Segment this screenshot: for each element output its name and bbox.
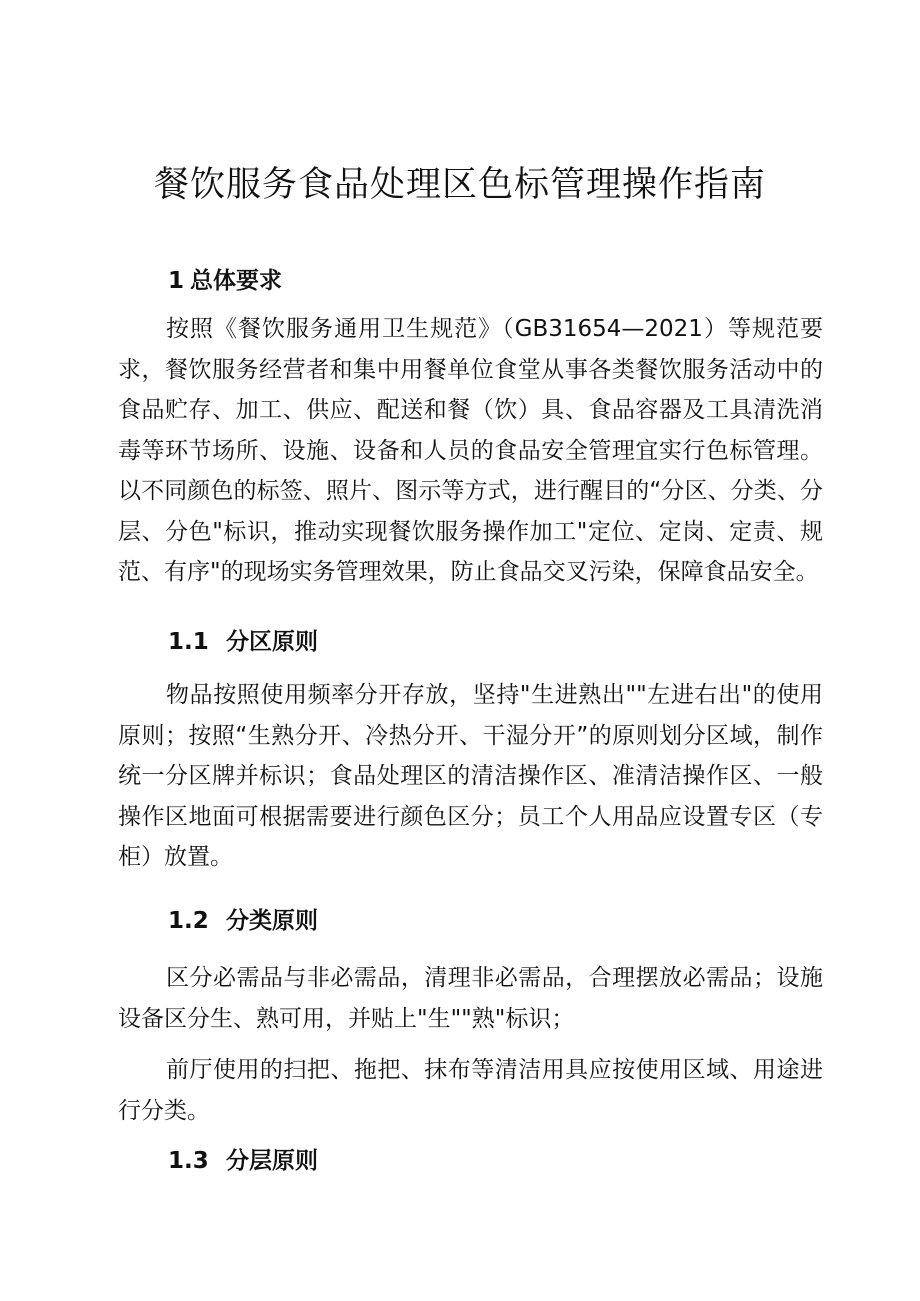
- section-1-3-number: 1.3: [168, 1148, 209, 1174]
- section-1-2-title: 分类原则: [226, 908, 318, 934]
- section-1-3-title: 分层原则: [226, 1148, 318, 1174]
- section-1-paragraph: 按照《餐饮服务通用卫生规范》（GB31654—2021）等规范要求，餐饮服务经营者和集中用餐单位食堂从事各类餐饮服务活动中的食品贮存、加工、供应、配送和餐（饮）具、食品容器及工具清洗消毒等环节场所、设施、设备和人员的食品安全管理宜实行色标管理。以不同颜色的标签、照片、图示等方式，进行醒目的“分区、分类、分层、分色"标识，推动实现餐饮服务操作加工"定位、定岗、定责、规范、有序"的现场实务管理效果，防止食品交叉污染，保障食品安全。: [118, 316, 823, 585]
- section-1-number: 1: [168, 268, 185, 294]
- document-title: 餐饮服务食品处理区色标管理操作指南: [153, 165, 766, 205]
- section-1-3-heading: [168, 1146, 318, 1176]
- section-1-heading: [168, 266, 282, 296]
- section-1-2-paragraph-1: 区分必需品与非必需品，清理非必需品，合理摆放必需品；设施设备区分生、熟可用，并贴上"生""熟"标识；: [118, 965, 823, 1032]
- section-1-title: 总体要求: [190, 268, 282, 294]
- section-1-1-number: 1.1: [168, 629, 209, 655]
- section-1-2-number: 1.2: [168, 908, 209, 934]
- section-1-1-paragraph: 物品按照使用频率分开存放，坚持"生进熟出""左进右出"的使用原则；按照“生熟分开、冷热分开、干湿分开”的原则划分区域，制作统一分区牌并标识；食品处理区的清洁操作区、准清洁操作区、一般操作区地面可根据需要进行颜色区分；员工个人用品应设置专区（专柜）放置。: [118, 682, 823, 870]
- section-1-2-heading: [168, 906, 318, 936]
- section-1-2-paragraph-2: 前厅使用的扫把、拖把、抹布等清洁用具应按使用区域、用途进行分类。: [118, 1057, 823, 1124]
- section-1-1-heading: [168, 627, 318, 657]
- section-1-1-title: 分区原则: [226, 629, 318, 655]
